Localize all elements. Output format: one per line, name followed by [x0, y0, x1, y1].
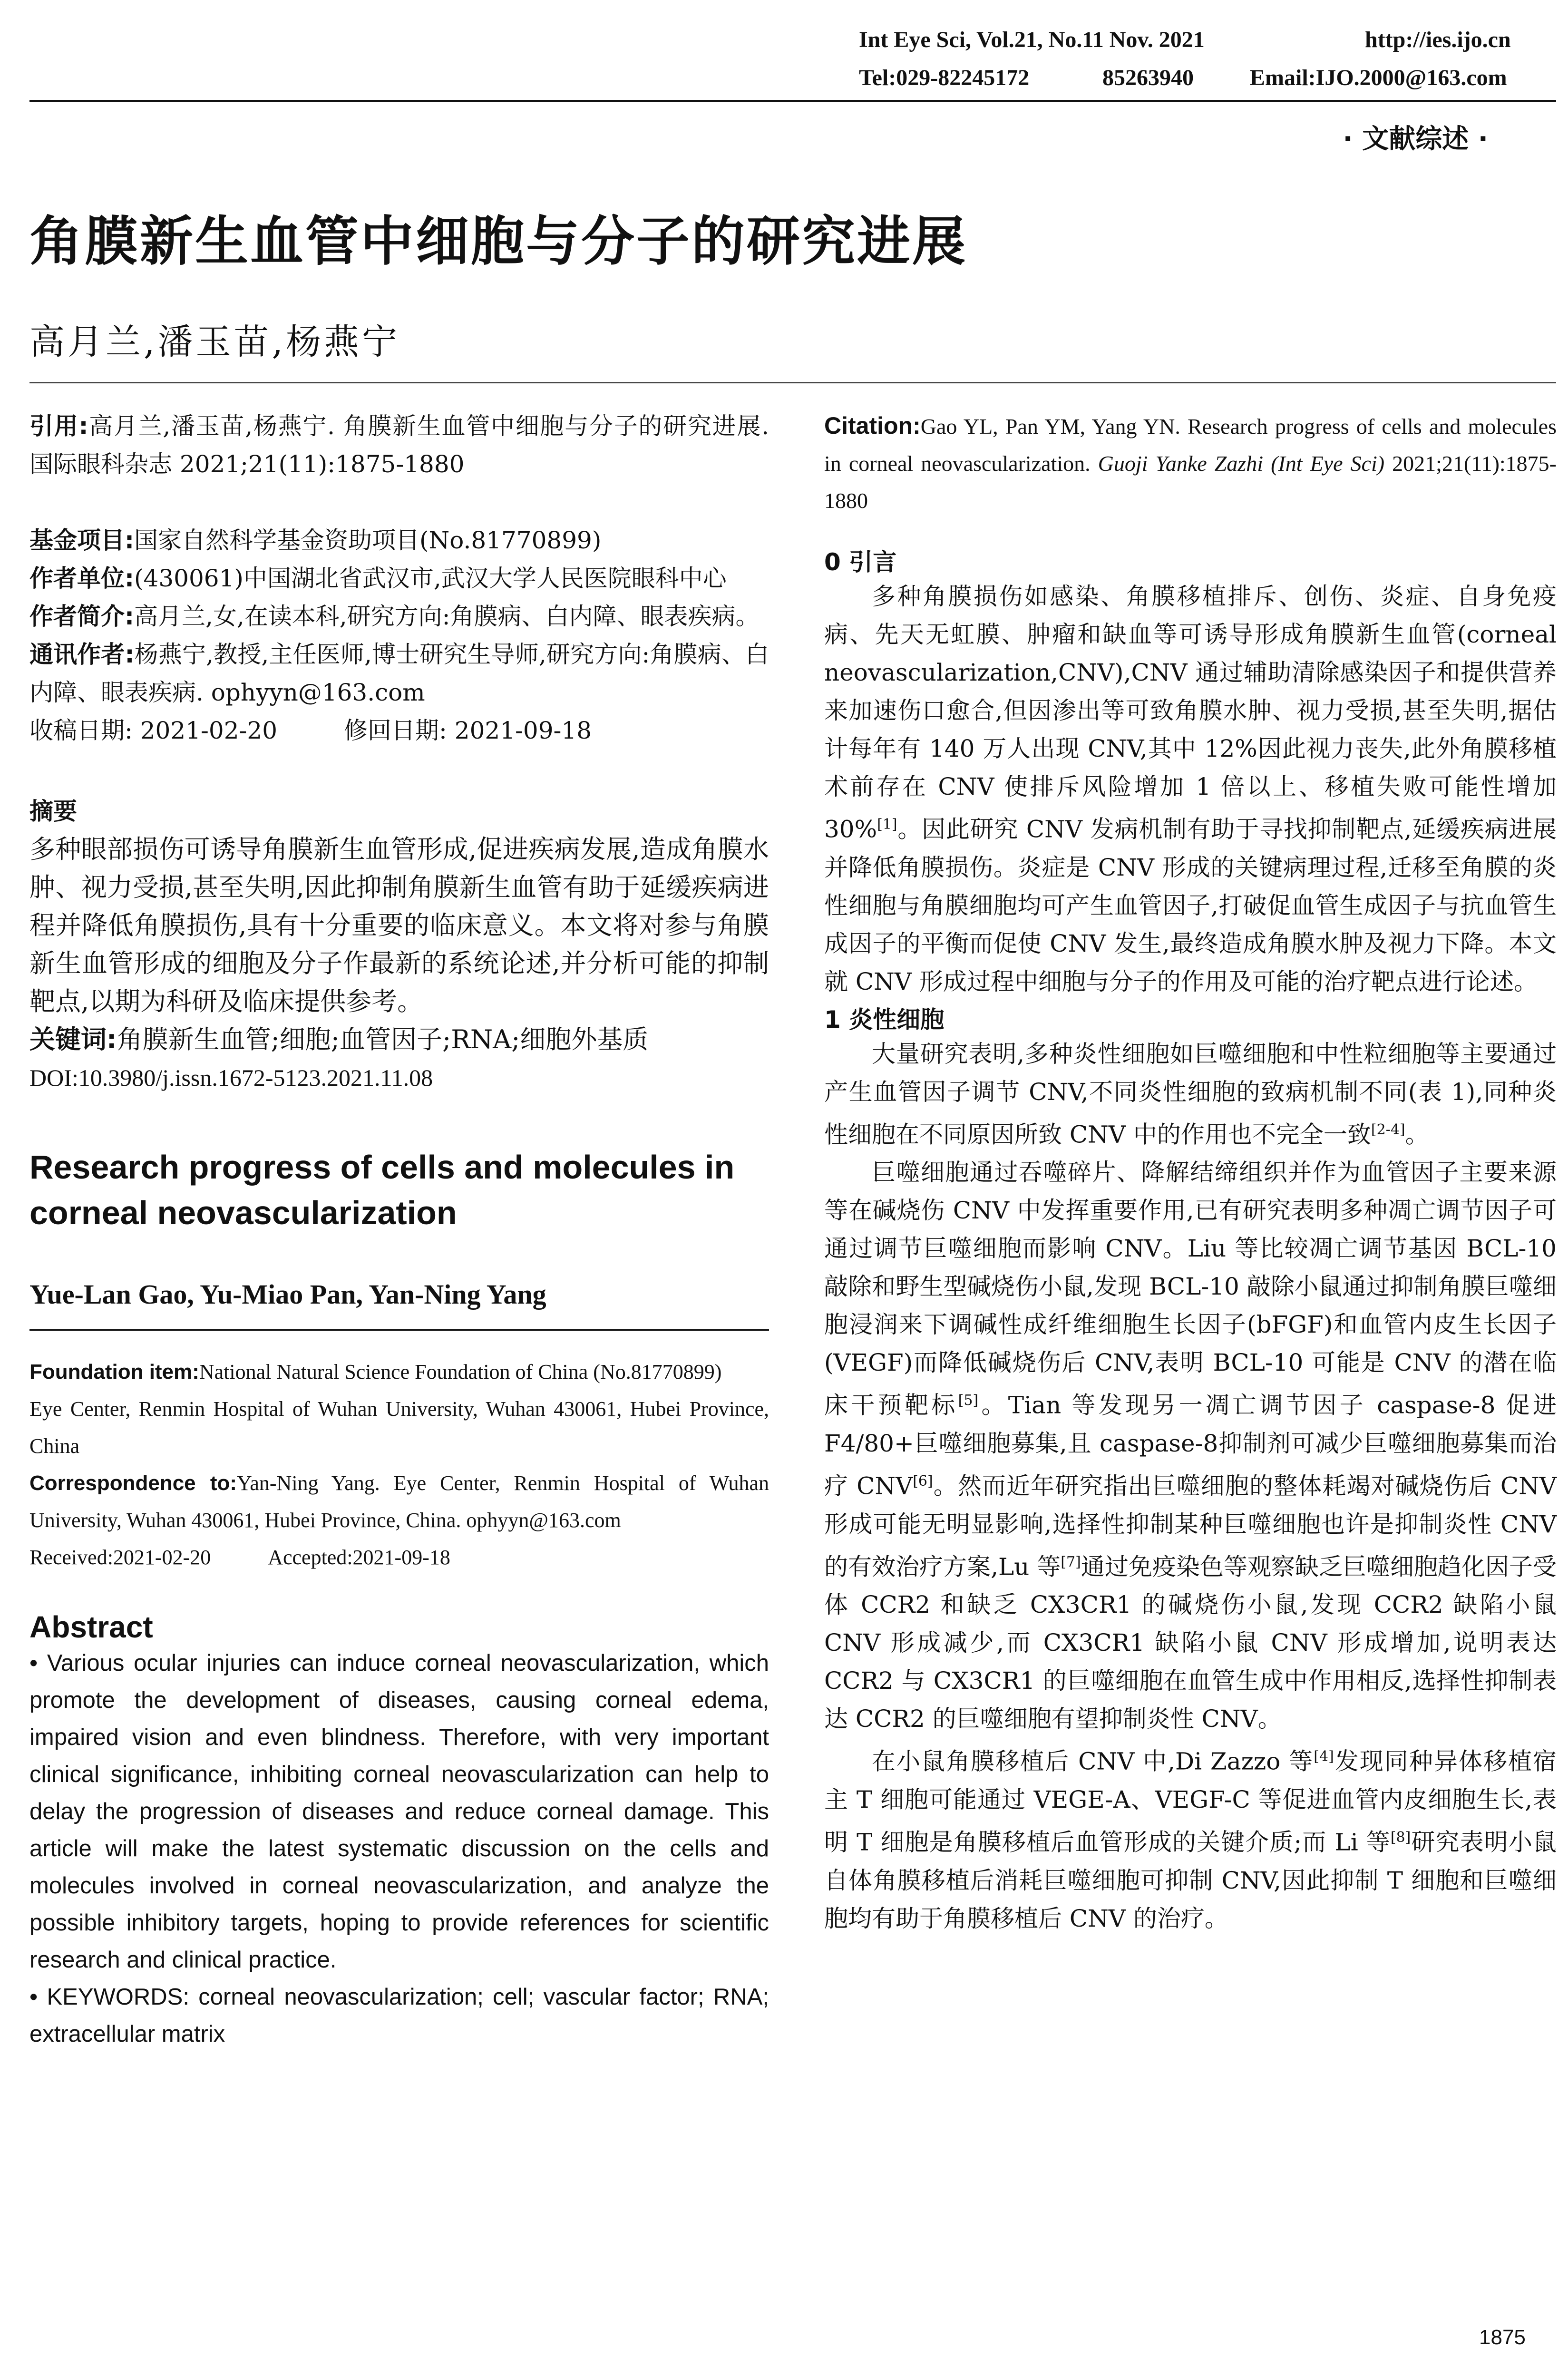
- para-1: 大量研究表明,多种炎性细胞如巨噬细胞和中性粒细胞等主要通过产生血管因子调节 CNV,不同炎性细胞的致病机制不同(表 1),同种炎性细胞在不同原因所致 CNV 中的作用也不完全一致[2-4]。: [824, 1040, 1557, 1149]
- abstract-label: 摘要: [29, 798, 77, 825]
- keywords-cn: 关键词:角膜新生血管;细胞;血管因子;RNA;细胞外基质: [29, 1024, 649, 1054]
- authors-rule: [29, 1310, 769, 1331]
- authors-en: Yue-Lan Gao, Yu-Miao Pan, Yan-Ning Yang: [29, 1279, 546, 1310]
- abstract-en: • Various ocular injuries can induce corneal neovascularization, which promote the development of diseases, causing corneal edema, impaired vision and even blindness. Therefore, with very important clinical significance, inhibiting corneal neovascularization can help to delay the progression of diseases and reduce corneal damage. This article will make the latest systematic discussion on the cells and molecules involved in corneal neovascularization, and analyze the possible inhibitory targets, hoping to provide references for scientific research and clinical practice.: [29, 1650, 769, 1973]
- page-title: 角膜新生血管中细胞与分子的研究进展: [29, 211, 967, 273]
- para-0: 多种角膜损伤如感染、角膜移植排斥、创伤、炎症、自身免疫病、先天无虹膜、肿瘤和缺血等可诱导形成角膜新生血管(corneal neovascularization,CNV),CNV 通过辅助清除感染因子和提供营养来加速伤口愈合,但因渗出等可致角膜水肿、视力受损,甚至失明,据估计每年有 140 万人出现 CNV,其中 12%因此视力丧失,此外角膜移植术前存在 CNV 使排斥风险增加 1 倍以上、移植失败可能性增加 30%[1]。因此研究 CNV 发病机制有助于寻找抑制靶点,延缓疾病进展并降低角膜损伤。炎症是 CNV 形成的关键病理过程,迁移至角膜的炎性细胞与角膜细胞均可产生血管因子,打破促血管生成因子与抗血管生成因子的平衡而促使 CNV 发生,最终造成角膜水肿及视力下降。本文就 CNV 形成过程中细胞与分子的作用及可能的治疗靶点进行论述。: [824, 583, 1557, 995]
- doi[interactable]: DOI:10.3980/j.issn.1672-5123.2021.11.08: [29, 1064, 433, 1091]
- page-number: 1875: [1479, 2326, 1526, 2349]
- unit-en: Eye Center, Renmin Hospital of Wuhan University, Wuhan 430061, Hubei Province, China: [29, 1397, 769, 1458]
- section-0-heading: 0 引言: [824, 548, 897, 576]
- journal-url[interactable]: http://ies.ijo.cn: [1365, 27, 1511, 52]
- dates-cn: 收稿日期: 2021-02-20 修回日期: 2021-09-18: [29, 717, 592, 744]
- abstract-head-en: Abstract: [29, 1610, 153, 1644]
- left-column: [29, 407, 769, 2053]
- unit-cn: 作者单位:(430061)中国湖北省武汉市,武汉大学人民医院眼科中心: [29, 565, 727, 592]
- corr-en: Correspondence to:Yan-Ning Yang. Eye Center, Renmin Hospital of Wuhan University, Wuhan 430061, Hubei Province, China. ophyyn@163.com: [29, 1471, 769, 1532]
- bio-cn: 作者简介:高月兰,女,在读本科,研究方向:角膜病、白内障、眼表疾病。: [29, 603, 760, 630]
- journal-info: Int Eye Sci, Vol.21, No.11 Nov. 2021: [859, 27, 1205, 52]
- right-column: [824, 407, 1557, 1938]
- citation-en: Citation:Gao YL, Pan YM, Yang YN. Research progress of cells and molecules in corneal neovascularization. Guoji Yanke Zazhi (Int Eye Sci) 2021;21(11):1875-1880: [824, 412, 1557, 513]
- para-2: 巨噬细胞通过吞噬碎片、降解结缔组织并作为血管因子主要来源等在碱烧伤 CNV 中发挥重要作用,已有研究表明多种凋亡调节因子可通过调节巨噬细胞而影响 CNV。Liu 等比较凋亡调节基因 BCL-10 敲除和野生型碱烧伤小鼠,发现 BCL-10 敲除小鼠通过抑制角膜巨噬细胞浸润来下调碱性成纤维细胞生长因子(bFGF)和血管内皮生长因子(VEGF)而降低碱烧伤后 CNV,表明 BCL-10 可能是 CNV 的潜在临床干预靶标[5]。Tian 等发现另一凋亡调节因子 caspase-8 促进 F4/80+巨噬细胞募集,且 caspase-8抑制剂可减少巨噬细胞募集而治疗 CNV[6]。然而近年研究指出巨噬细胞的整体耗竭对碱烧伤后 CNV 形成可能无明显影响,选择性抑制某种巨噬细胞也许是抑制炎性 CNV 的有效治疗方案,Lu 等[7]通过免疫染色等观察缺乏巨噬细胞趋化因子受体 CCR2 和缺乏 CX3CR1 的碱烧伤小鼠,发现 CCR2 缺陷小鼠 CNV 形成减少,而 CX3CR1 缺陷小鼠 CNV 形成增加,说明表达 CCR2 与 CX3CR1 的巨噬细胞在血管生成中作用相反,选择性抑制表达 CCR2 的巨噬细胞有望抑制炎性 CNV。: [824, 1159, 1557, 1733]
- authors-cn: 高月兰,潘玉苗,杨燕宁: [29, 321, 400, 362]
- journal-email[interactable]: Email:IJO.2000@163.com: [1250, 65, 1507, 90]
- keywords-en: • KEYWORDS: corneal neovascularization; cell; vascular factor; RNA; extracellular matrix: [29, 1984, 769, 2047]
- header-rule: [29, 100, 1556, 102]
- dates-en: Received:2021-02-20 Accepted:2021-09-18: [29, 1546, 450, 1569]
- section-tag: · 文献综述 ·: [1343, 124, 1488, 155]
- journal-tel: Tel:029-82245172: [859, 65, 1030, 90]
- fund-cn: 基金项目:国家自然科学基金资助项目(No.81770899): [29, 526, 602, 554]
- title-en: Research progress of cells and molecules in corneal neovascularization: [29, 1149, 735, 1231]
- section-1-heading: 1 炎性细胞: [824, 1005, 945, 1033]
- journal-tel2: 85263940: [1102, 65, 1194, 90]
- fund-en: Foundation item:National Natural Science Foundation of China (No.81770899): [29, 1360, 722, 1383]
- corr-cn: 通讯作者:杨燕宁,教授,主任医师,博士研究生导师,研究方向:角膜病、白内障、眼表疾病. ophyyn@163.com: [29, 641, 769, 706]
- citation-cn: 引用:高月兰,潘玉苗,杨燕宁. 角膜新生血管中细胞与分子的研究进展. 国际眼科杂志 2021;21(11):1875-1880: [29, 412, 769, 478]
- abstract-cn: 多种眼部损伤可诱导角膜新生血管形成,促进疾病发展,造成角膜水肿、视力受损,甚至失明,因此抑制角膜新生血管有助于延缓疾病进程并降低角膜损伤,具有十分重要的临床意义。本文将对参与角膜新生血管形成的细胞及分子作最新的系统论述,并分析可能的抑制靶点,以期为科研及临床提供参考。: [29, 834, 769, 1016]
- para-3: 在小鼠角膜移植后 CNV 中,Di Zazzo 等[4]发现同种异体移植宿主 T 细胞可能通过 VEGE-A、VEGF-C 等促进血管内皮细胞生长,表明 T 细胞是角膜移植后血管形成的关键介质;而 Li 等[8]研究表明小鼠自体角膜移植后消耗巨噬细胞可抑制 CNV,因此抑制 T 细胞和巨噬细胞均有助于角膜移植后 CNV 的治疗。: [824, 1747, 1557, 1932]
- title-rule: [29, 382, 1556, 383]
